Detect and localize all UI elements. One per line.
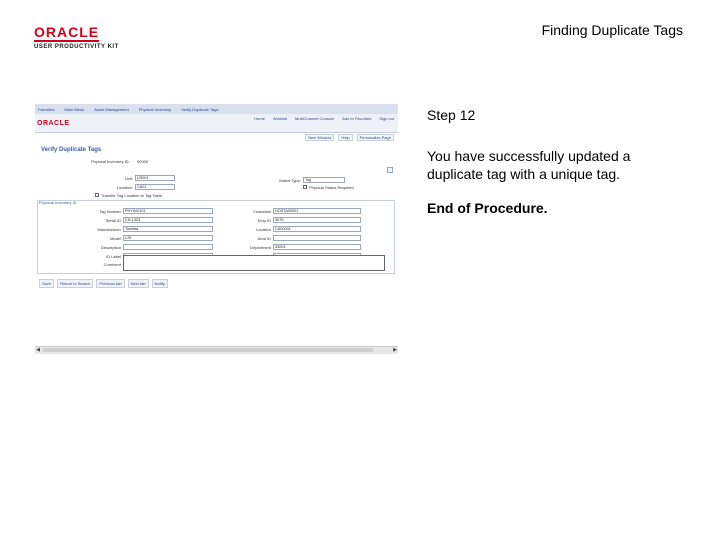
model-field[interactable]: L25 — [123, 235, 213, 241]
transfer-label: Transfer Tag Location to Tag Table — [101, 193, 163, 198]
emp-id-label: Emp ID — [257, 218, 271, 223]
department-label: Department — [250, 245, 271, 250]
department-field[interactable]: 33001 — [273, 244, 361, 250]
header-links — [254, 116, 394, 121]
next-tab-button[interactable]: Next tab — [128, 279, 149, 288]
logo-oracle-text: ORACLE — [34, 24, 100, 40]
slide-title: Finding Duplicate Tags — [541, 22, 683, 38]
comment-label: Comment — [103, 262, 121, 267]
unit-label: Unit: — [124, 176, 133, 181]
serial-id-field[interactable]: CN-1323 — [123, 217, 213, 223]
end-of-procedure: End of Procedure. — [427, 200, 548, 216]
page-title: Verify Duplicate Tags — [41, 147, 102, 153]
tag-number-field[interactable]: PHYINV101 — [123, 208, 213, 214]
brand-bar — [35, 114, 398, 133]
step-text: You have successfully updated a duplicate tag with a unique tag. — [427, 148, 631, 182]
phys-inv-id-value: 00000 — [137, 159, 149, 164]
notify-button[interactable]: Notify — [152, 279, 168, 288]
custodian-label: Custodian — [252, 209, 271, 214]
custodian-field[interactable]: HOSTA00001 — [273, 208, 361, 214]
description-label: Description — [100, 245, 121, 250]
scroll-right-icon[interactable]: ▶ — [393, 347, 397, 353]
embedded-app-screenshot — [35, 104, 398, 354]
unit-field[interactable]: US001 — [135, 175, 175, 181]
id-label-label: ID Label — [106, 254, 121, 259]
section-title: Physical Inventory ID — [39, 200, 77, 205]
nav-physical-inventory[interactable]: Physical Inventory — [138, 106, 172, 112]
link-sign-out[interactable]: Sign out — [379, 116, 394, 121]
nav-main-menu[interactable]: Main Menu — [64, 106, 85, 112]
match-type-label: Match Type: — [279, 178, 301, 183]
right-location-label: Location — [255, 227, 271, 232]
link-add-favorites[interactable]: Add to Favorites — [342, 116, 372, 121]
tag-number-label: Tag Number — [99, 209, 121, 214]
description-field[interactable] — [123, 244, 213, 250]
save-button[interactable]: Save — [39, 279, 54, 288]
top-nav-bar — [35, 104, 398, 114]
link-new-window[interactable]: New Window — [305, 134, 334, 141]
emp-id-field[interactable]: 3075 — [273, 217, 361, 223]
window-links — [305, 134, 394, 141]
link-home[interactable]: Home — [254, 116, 265, 121]
nav-favorites[interactable]: Favorites — [38, 106, 55, 112]
phys-inv-id-label: Physical Inventory ID: — [91, 159, 130, 164]
nav-verify-duplicate-tags[interactable]: Verify Duplicate Tags — [181, 106, 219, 112]
manufacturer-field[interactable]: Toshiba — [123, 226, 213, 232]
expand-button[interactable] — [387, 167, 393, 173]
area-id-label: Area ID — [257, 236, 271, 241]
page-toolbar — [39, 279, 168, 288]
link-help[interactable]: Help — [338, 134, 352, 141]
manufacturer-label: Manufacturer — [97, 227, 121, 232]
area-id-field[interactable] — [273, 235, 361, 241]
step-title: Step 12 — [427, 107, 476, 123]
return-search-button[interactable]: Return to Search — [57, 279, 93, 288]
phys-status-checkbox[interactable] — [303, 185, 307, 189]
match-type-select[interactable]: Tag — [303, 177, 345, 183]
link-worklist[interactable]: Worklist — [272, 116, 288, 121]
location-label: Location: — [116, 185, 133, 190]
horizontal-scrollbar[interactable] — [35, 346, 398, 354]
model-label: Model — [110, 236, 121, 241]
scroll-left-icon[interactable]: ◀ — [36, 347, 40, 353]
comment-textarea[interactable] — [123, 255, 385, 271]
nav-asset-management[interactable]: Asset Management — [94, 106, 129, 112]
right-location-field[interactable]: CA00001 — [273, 226, 361, 232]
oracle-upk-logo — [34, 24, 124, 50]
transfer-checkbox[interactable] — [95, 193, 99, 197]
scrollbar-thumb[interactable] — [43, 348, 373, 352]
serial-id-label: Serial ID — [105, 218, 121, 223]
phys-status-label: Physical Status Required — [309, 185, 354, 190]
logo-upk-text: USER PRODUCTIVITY KIT — [34, 44, 119, 50]
link-personalize[interactable]: Personalize Page — [357, 134, 394, 141]
link-multichannel[interactable]: MultiChannel Console — [295, 116, 335, 121]
previous-tab-button[interactable]: Previous tab — [96, 279, 124, 288]
app-brand: ORACLE — [37, 120, 70, 127]
location-field[interactable]: CA01 — [135, 184, 175, 190]
